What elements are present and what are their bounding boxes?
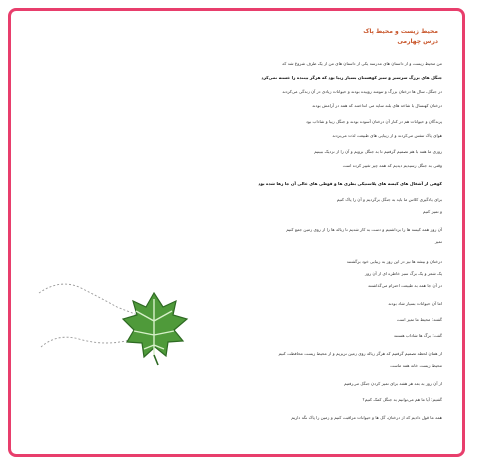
text-line: و تمیز کنیم [422,209,442,214]
text-line: در جنگل، سال ها درختان بزرگ و تنومند روییده بودند و حیوانات زیادی در آن زندگی می‌کردند [282,89,442,94]
text-line: برای یادگیری کلاس ما باید به جنگل برگردیم و آن را پاک کنیم [336,197,442,202]
text-line: همه ما قول دادیم که از درختان، گل ها و حیوانات مراقبت کنیم و زمین را پاک نگه داریم [291,415,442,420]
leaf-illustration-icon [29,269,199,379]
text-line: روزی ما همه با هم تصمیم گرفتیم تا به جنگل برویم و آن را از نزدیک ببینیم [314,149,442,154]
text-line: وقتی به جنگل رسیدیم دیدیم که همه چیز تغییر کرده است [342,163,442,168]
text-line: گفت: برگ ها شاداب هستند [393,333,442,338]
text-line: محیط زیست خانه همه ماست [390,363,442,368]
text-line: درختان و بیشه ها نیز در این روز به زیبایی خود برگشتند [346,259,442,264]
document-subtitle: درس چهارمی [397,38,438,45]
text-line: گفتیم: آیا ما هم می‌توانیم به جنگل کمک کنیم؟ [362,397,442,402]
text-line: یک شعر و یک برگ سبز خاطره ای از آن روز [365,271,442,276]
text-line: جنگل های بزرگ سرسبز و سبز کوهستان بسیار زیبا بود که هرگز بیننده را خسته نمی‌کرد [261,75,442,80]
document-header [363,27,438,47]
text-line: کوهی از آشغال های کیسه های پلاستیکی بطری ها و قوطی های خالی آن جا رها شده بود [258,181,442,186]
text-line: من محیط زیست و از داستان های مدرسه یکی از داستان های من از یک طرف شروع شد که [282,61,442,66]
text-line: اما آن حیوانات بسیار شاد بودند [388,301,442,306]
text-line: آن روز همه کیسه ها را برداشتیم و دست به کار شدیم تا زباله ها را از روی زمین جمع کنیم [286,227,442,232]
text-line: درختان کهنسال با شاخه های بلند سایه می انداختند که همه در آرامش بودند [312,103,442,108]
document-title: محیط زیست و محیط پاک [363,28,438,35]
dotted-flight-path-icon [39,284,149,319]
page-frame [8,8,465,457]
text-line: تمیز [434,239,442,244]
text-line: از همان لحظه تصمیم گرفتیم که هرگز زباله روی زمین نریزیم و از محیط زیست محافظت کنیم [278,351,442,356]
text-line: در آن جا همه به طبیعت احترام می‌گذاشتند [368,283,442,288]
text-line: هوای پاک تنفس می‌کردند و از زیبایی های طبیعت لذت می‌بردند [332,133,442,138]
text-line: پرندگان و حیوانات هم در کنار آن درختان آسوده بودند و جنگل زیبا و شاداب بود [305,119,442,124]
text-line: از آن روز به بعد هر هفته برای تمیز کردن جنگل می‌رفتیم [343,381,442,386]
text-line: گفتند: محیط ما تمیز است [396,317,442,322]
